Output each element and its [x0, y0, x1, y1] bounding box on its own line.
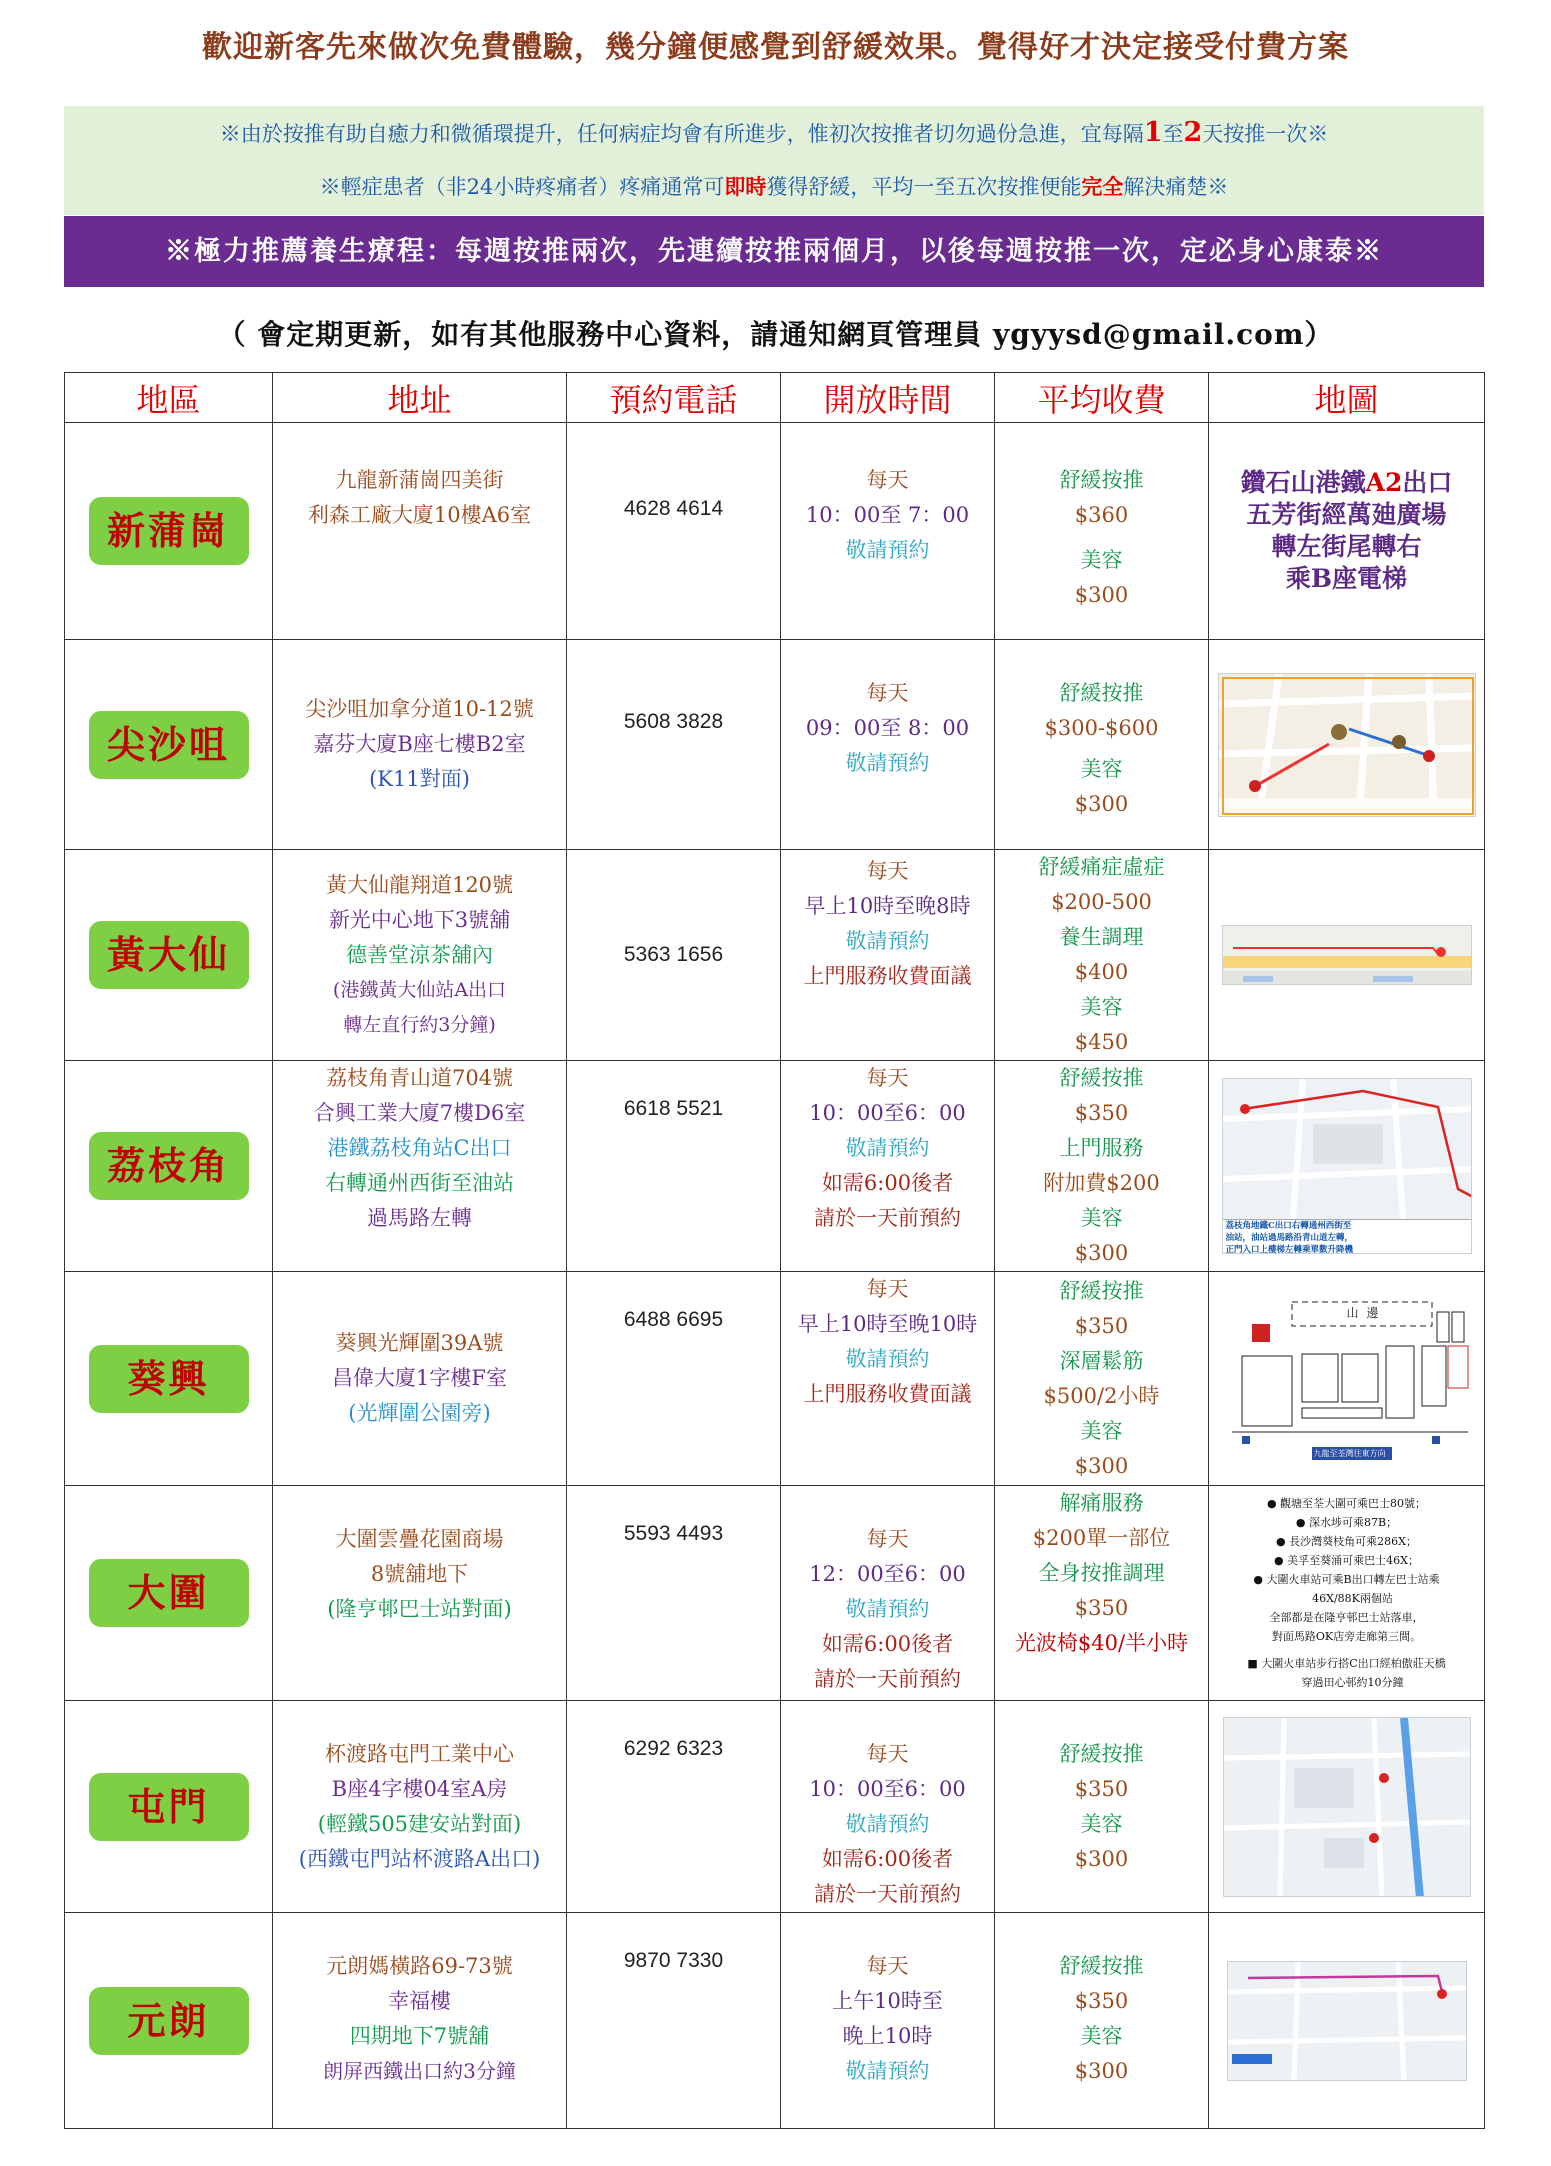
address-line: 大圍雲疊花園商場: [335, 1527, 504, 1551]
header-phone: 預約電話: [567, 373, 781, 423]
address-line: B座4字樓04室A房: [331, 1776, 508, 1801]
table-row: [65, 1701, 1485, 1913]
table-row: [65, 640, 1485, 850]
table-row: [65, 1486, 1485, 1701]
phone-number[interactable]: 5363 1656: [623, 943, 724, 966]
caption-line: 正門入口上樓梯左轉乘單數升降機: [1225, 1245, 1354, 1254]
fee-line: 養生調理: [1059, 925, 1144, 949]
hours-line: 每天: [866, 468, 909, 492]
page-title: 歡迎新客先來做次免費體驗，幾分鐘便感覺到舒緩效果。覺得好才決定接受付費方案: [202, 30, 1349, 65]
bus-note: 穿過田心邨約10分鐘: [1301, 1676, 1404, 1689]
address-line: 四期地下7號舖: [349, 2024, 490, 2048]
hours-line: 上門服務收費面議: [803, 1382, 972, 1406]
fee-line: 全身按推調理: [1038, 1561, 1165, 1585]
address-line: 葵興光輝圍39A號: [335, 1331, 504, 1355]
address-line: (K11對面): [369, 767, 470, 791]
district-badge: 元朗: [89, 1987, 249, 2055]
table-row: [65, 1272, 1485, 1486]
header-district: 地區: [65, 373, 273, 423]
address-line: 德善堂涼茶舖內: [346, 942, 493, 967]
address-line: 杯渡路屯門工業中心: [325, 1741, 514, 1766]
bus-note: ■ 大圍火車站步行搭C出口經柏傲莊天橋: [1247, 1657, 1446, 1670]
fee-line: $500/2小時: [1043, 1383, 1160, 1408]
address-line: 荔枝角青山道704號: [325, 1066, 514, 1090]
address-line: 朗屏西鐵出口約3分鐘: [323, 2059, 516, 2083]
map-directions: [1209, 423, 1485, 640]
district-badge: 新蒲崗: [89, 497, 249, 565]
hours-line: 10：00至6：00: [809, 1777, 966, 1801]
hours-line: 敬請預約: [845, 1812, 930, 1836]
fee-line: 解痛服務: [1059, 1491, 1144, 1515]
district-badge: 黃大仙: [89, 921, 249, 989]
notice-panel: [64, 106, 1484, 215]
direction-text: 鑽石山港鐵: [1240, 468, 1366, 497]
map-label: 邊: [1366, 1305, 1379, 1320]
notice-text: 天按推一次※: [1202, 122, 1329, 146]
direction-text: 出口: [1402, 468, 1453, 497]
fee-line: $450: [1074, 1030, 1129, 1054]
caption-line: 荔枝角地鐵C出口右轉通州西街至: [1225, 1221, 1352, 1231]
map-image-tsim-sha-tsui[interactable]: [1218, 673, 1476, 817]
hours-line: 如需6:00後者: [821, 1847, 954, 1871]
hours-line: 敬請預約: [845, 538, 930, 562]
hours-line: 每天: [866, 1742, 909, 1766]
district-badge: 尖沙咀: [89, 711, 249, 779]
fee-line: $400: [1074, 960, 1129, 984]
direction-text: 乘B座電梯: [1285, 564, 1408, 593]
direction-text: 五芳街經萬廸廣場: [1246, 500, 1447, 529]
map-label: 九龍至荃灣往東方向: [1313, 1448, 1386, 1458]
address-line: 新光中心地下3號舖: [328, 907, 511, 932]
hours-line: 每天: [866, 1954, 909, 1978]
address-line: (光輝圍公園旁): [348, 1401, 491, 1425]
hours-line: 每天: [866, 859, 909, 883]
bus-note: 對面馬路OK店旁走廊第三間。: [1271, 1630, 1422, 1643]
service-centers-table: [64, 372, 1485, 2129]
bus-directions: [1209, 1486, 1485, 1701]
map-label: 山: [1346, 1305, 1359, 1320]
hours-line: 請於一天前預約: [814, 1206, 961, 1230]
bus-note: ● 美孚至葵涌可乘巴士46X；: [1274, 1554, 1419, 1567]
exit-highlight: A2: [1365, 468, 1403, 497]
address-line: 右轉通州西街至油站: [325, 1171, 514, 1195]
caption-line: 油站，油站過馬路沿青山道左轉，: [1225, 1233, 1354, 1243]
address-line: 嘉芬大廈B座七樓B2室: [313, 732, 526, 756]
bus-note: 全部都是在隆亨邨巴士站落車，: [1269, 1611, 1424, 1624]
phone-number[interactable]: 6292 6323: [623, 1737, 724, 1760]
hours-line: 如需6:00後者: [821, 1632, 954, 1656]
address-line: (隆亨邨巴士站對面): [327, 1597, 512, 1621]
bus-note: ● 大圍火車站可乘B出口轉左巴士站乘: [1253, 1573, 1440, 1586]
header-map: 地圖: [1209, 373, 1485, 423]
map-image-lai-chi-kok[interactable]: [1222, 1078, 1472, 1254]
hours-line: 敬請預約: [845, 751, 930, 775]
address-line: 尖沙咀加拿分道10-12號: [305, 697, 534, 721]
fee-line: $300: [1074, 583, 1129, 607]
fee-line: 光波椅$40/半小時: [1014, 1631, 1189, 1655]
notice-text: ※由於按推有助自癒力和微循環提升，任何病症均會有所進步，惟初次按推者切勿過份急進，宜每隔: [219, 122, 1144, 146]
notice-text: 獲得舒緩，平均一至五次按推便能: [766, 175, 1082, 199]
hours-line: 敬請預約: [845, 2059, 930, 2083]
notice-highlight: 完全: [1081, 174, 1124, 199]
address-line: 昌偉大廈1字樓F室: [332, 1366, 507, 1390]
fee-line: $200單一部位: [1032, 1526, 1171, 1550]
map-caption: [1223, 1219, 1471, 1254]
hours-line: 敬請預約: [845, 1347, 930, 1371]
notice-text: 至: [1162, 122, 1184, 146]
address-line: (港鐵黃大仙站A出口: [332, 978, 507, 1001]
district-badge: 荔枝角: [89, 1132, 249, 1200]
address-line: (西鐵屯門站杯渡路A出口): [298, 1846, 541, 1871]
hours-line: 早上10時至晚8時: [804, 894, 971, 918]
hours-line: 10：00至6：00: [809, 1101, 966, 1125]
table-row: [65, 850, 1485, 1061]
hours-line: 早上10時至晚10時: [797, 1312, 978, 1336]
address-line: 幸福樓: [388, 1989, 451, 2013]
fee-line: 美容: [1080, 1418, 1123, 1443]
direction-text: 轉左街尾轉右: [1271, 532, 1422, 561]
fee-line: 深層鬆筋: [1059, 1348, 1144, 1373]
fee-line: $350: [1074, 1313, 1129, 1338]
bus-note: ● 深水埗可乘87B；: [1295, 1516, 1398, 1529]
table-header-row: [65, 373, 1485, 423]
fee-line: 上門服務: [1059, 1136, 1144, 1160]
hours-line: 敬請預約: [845, 929, 930, 953]
fee-line: $360: [1074, 503, 1129, 527]
update-note: （ 會定期更新，如有其他服務中心資料，請通知網頁管理員 ygyysd@gmail.com）: [217, 318, 1334, 351]
fee-line: $200-500: [1051, 890, 1152, 914]
phone-number[interactable]: 9870 7330: [623, 1949, 724, 1972]
hours-line: 10：00至 7：00: [805, 503, 970, 527]
district-badge: 大圍: [89, 1559, 249, 1627]
hours-line: 敬請預約: [845, 1597, 930, 1621]
header-fee: 平均收費: [995, 373, 1209, 423]
address-line: 利森工廠大廈10樓A6室: [307, 503, 532, 527]
address-line: 九龍新蒲崗四美街: [335, 468, 504, 492]
fee-line: 美容: [1080, 548, 1123, 572]
address-line: 合興工業大廈7樓D6室: [313, 1101, 526, 1125]
fee-line: 美容: [1080, 1812, 1123, 1836]
hours-line: 每天: [866, 1527, 909, 1551]
hours-line: 12：00至6：00: [809, 1562, 966, 1586]
fee-line: $300: [1074, 1847, 1129, 1871]
hours-line: 每天: [866, 681, 909, 705]
address-line: 8號舖地下: [370, 1562, 469, 1586]
fee-line: 附加費$200: [1043, 1171, 1160, 1195]
hours-line: 請於一天前預約: [814, 1882, 961, 1906]
notice-text: ※輕症患者（非24小時疼痛者）疼痛通常可: [319, 175, 725, 199]
address-line: 過馬路左轉: [367, 1206, 472, 1230]
hours-line: 09：00至 8：00: [805, 716, 970, 740]
recommend-banner: ※極力推薦養生療程：每週按推兩次，先連續按推兩個月，以後每週按推一次，定必身心康泰※: [64, 216, 1484, 287]
table-row: [65, 1913, 1485, 2129]
fee-line: 美容: [1080, 757, 1123, 781]
fee-line: 舒緩按推: [1059, 468, 1144, 492]
hours-line: 每天: [866, 1066, 909, 1090]
phone-number[interactable]: 5608 3828: [623, 710, 724, 733]
hours-line: 請於一天前預約: [814, 1667, 961, 1691]
notice-text: 解決痛楚※: [1123, 175, 1229, 199]
fee-line: $350: [1074, 1101, 1129, 1125]
phone-number[interactable]: 5593 4493: [623, 1522, 724, 1545]
notice-line-1: [64, 106, 1484, 160]
notice-highlight: 2: [1183, 117, 1203, 148]
header-hours: 開放時間: [781, 373, 995, 423]
fee-line: $350: [1074, 1596, 1129, 1620]
fee-line: 美容: [1080, 2024, 1123, 2048]
map-image-tuen-mun[interactable]: [1223, 1717, 1471, 1897]
fee-line: 舒緩按推: [1059, 681, 1144, 705]
hours-line: 上午10時至: [832, 1989, 943, 2013]
address-line: 黃大仙龍翔道120號: [325, 872, 514, 897]
notice-highlight: 即時: [724, 174, 767, 199]
fee-line: 舒緩按推: [1059, 1066, 1144, 1090]
address-line: 轉左直行約3分鐘): [343, 1013, 496, 1036]
phone-number[interactable]: 6488 6695: [623, 1308, 724, 1331]
hours-line: 上門服務收費面議: [803, 964, 972, 988]
bus-note: 46X/88K兩個站: [1312, 1592, 1393, 1605]
fee-line: 舒緩痛症虛症: [1038, 855, 1165, 879]
fee-line: $300: [1074, 2059, 1129, 2083]
fee-line: $300: [1074, 792, 1129, 816]
address-line: 元朗媽橫路69-73號: [326, 1954, 513, 1978]
phone-number[interactable]: 4628 4614: [623, 497, 724, 520]
fee-line: 美容: [1080, 995, 1123, 1019]
notice-line-2: [64, 160, 1484, 214]
bus-note: ● 長沙灣葵枝角可乘286X；: [1276, 1535, 1417, 1548]
hours-line: 敬請預約: [845, 1136, 930, 1160]
bus-note: ● 觀塘至荃大圍可乘巴士80號；: [1266, 1497, 1427, 1510]
fee-line: $300-$600: [1044, 716, 1159, 740]
address-line: 港鐵荔枝角站C出口: [327, 1136, 512, 1160]
district-badge: 葵興: [89, 1345, 249, 1413]
map-image-wong-tai-sin[interactable]: [1222, 925, 1472, 985]
district-badge: 屯門: [89, 1773, 249, 1841]
header-address: 地址: [273, 373, 567, 423]
fee-line: $350: [1074, 1777, 1129, 1801]
fee-line: $300: [1074, 1453, 1129, 1478]
phone-number[interactable]: 6618 5521: [623, 1097, 724, 1120]
notice-highlight: 1: [1143, 117, 1163, 148]
map-image-yuen-long[interactable]: [1227, 1961, 1467, 2081]
fee-line: $350: [1074, 1989, 1129, 2013]
fee-line: 舒緩按推: [1059, 1954, 1144, 1978]
fee-line: 舒緩按推: [1059, 1742, 1144, 1766]
fee-line: 美容: [1080, 1206, 1123, 1230]
map-image-kwai-hing[interactable]: [1222, 1294, 1472, 1464]
table-row: [65, 423, 1485, 640]
hours-line: 如需6:00後者: [821, 1171, 954, 1195]
hours-line: 晚上10時: [842, 2024, 933, 2048]
table-row: [65, 1061, 1485, 1272]
address-line: (輕鐵505建安站對面): [317, 1811, 522, 1836]
fee-line: 舒緩按推: [1059, 1278, 1144, 1303]
hours-line: 每天: [866, 1277, 909, 1301]
fee-line: $300: [1074, 1241, 1129, 1265]
